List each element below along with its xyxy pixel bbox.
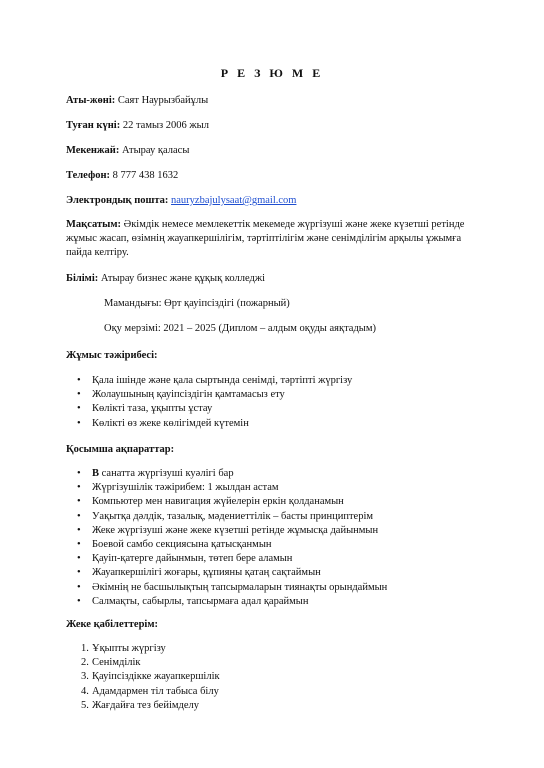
goal-text: Әкімдік немесе мемлекеттік мекемеде жүргізуші және жеке күзетші ретінде жұмыс жасап, өзімнің жауапкершілігім, тәртіптілігім және сенімділігім арқылы ұжымға пайда келтіру. [66, 219, 465, 258]
email-link[interactable]: nauryzbajulysaat@gmail.com [171, 195, 297, 206]
phone-label: Телефон: [66, 170, 111, 181]
goal-paragraph [66, 218, 486, 260]
list-item [66, 670, 220, 684]
address-label: Мекенжай: [66, 145, 120, 156]
experience-list [66, 374, 352, 431]
dob-value: 22 тамыз 2006 жыл [122, 120, 209, 131]
education-row [66, 272, 265, 286]
list-item [66, 699, 220, 713]
list-item [66, 656, 220, 670]
list-item: • Көлікті өз жеке көлігімдей күтемін [66, 417, 352, 431]
skills-list [66, 642, 220, 713]
experience-heading: Жұмыс тәжірибесі: [66, 350, 158, 361]
page-title: Р Е З Ю М Е [220, 66, 324, 80]
item-text: Жағдайға тез бейімделу [92, 699, 200, 711]
skills-heading: Жеке қабілеттерім: [66, 619, 158, 630]
item-text: Адамдармен тіл табыса білу [92, 685, 219, 697]
list-item [66, 685, 220, 699]
address-row [66, 144, 189, 158]
list-item [66, 642, 220, 656]
list-item: • Жеке жүргізуші және жеке күзетші ретінде жұмысқа дайынмын [66, 524, 387, 538]
list-item: • Қауіп-қатерге дайынмын, төтеп бере аламын [66, 552, 387, 566]
additional-list [66, 467, 387, 609]
education-label: Білімі: [66, 273, 99, 284]
phone-value: 8 777 438 1632 [112, 170, 179, 181]
item-number: 4. [81, 685, 89, 697]
list-item: • Компьютер мен навигация жүйелерін еркін қолданамын [66, 495, 387, 509]
education-value: Атырау бизнес және құқық колледжі [100, 273, 265, 284]
name-row [66, 94, 208, 108]
phone-row [66, 169, 178, 183]
name-label: Аты-жөні: [66, 95, 116, 106]
item-text: Ұқыпты жүргізу [92, 643, 166, 654]
list-item: • Боевой самбо секциясына қатысқанмын [66, 538, 387, 552]
study-period-line: Оқу мерзімі: 2021 – 2025 (Диплом – алдым оқуды аяқтадым) [104, 323, 376, 334]
list-item: • Уақытқа дәлдік, тазалық, мәдениеттілік – басты принциптерім [66, 510, 387, 524]
item-text: Қауіпсіздікке жауапкершілік [92, 671, 220, 683]
list-item: • Әкімнің не басшылықтың тапсырмаларын тиянақты орындаймын [66, 581, 387, 595]
list-item: • Жолаушының қауіпсіздігін қамтамасыз ету [66, 388, 352, 402]
address-value: Атырау қаласы [121, 145, 190, 156]
item-number: 1. [81, 643, 89, 654]
dob-label: Туған күні: [66, 120, 121, 131]
item-number: 2. [81, 657, 89, 669]
email-row [66, 194, 296, 208]
list-item: • Көлікті таза, ұқыпты ұстау [66, 402, 352, 416]
license-text: санатта жүргізуші куәлігі бар [99, 468, 234, 479]
list-item: • Қала ішінде және қала сыртында сенімді, тәртіпті жүргізу [66, 374, 352, 388]
item-number: 3. [81, 671, 89, 683]
goal-label: Мақсатым: [66, 219, 121, 230]
list-item: • Жүргізушілік тәжірибем: 1 жылдан астам [66, 481, 387, 495]
additional-heading: Қосымша ақпараттар: [66, 444, 175, 455]
item-number: 5. [81, 699, 89, 711]
item-text: Сенімділік [92, 657, 141, 669]
specialty-line: Мамандығы: Өрт қауіпсіздігі (пожарный) [104, 298, 290, 309]
list-item [66, 467, 387, 481]
list-item: • Жауапкершілігі жоғары, құпияны қатаң сақтаймын [66, 566, 387, 580]
dob-row [66, 119, 209, 133]
license-category: В [92, 468, 100, 479]
list-item: • Салмақты, сабырлы, тапсырмаға адал қараймын [66, 595, 387, 609]
email-label: Электрондық пошта: [66, 195, 169, 206]
name-value: Саят Наурызбайұлы [117, 95, 209, 106]
